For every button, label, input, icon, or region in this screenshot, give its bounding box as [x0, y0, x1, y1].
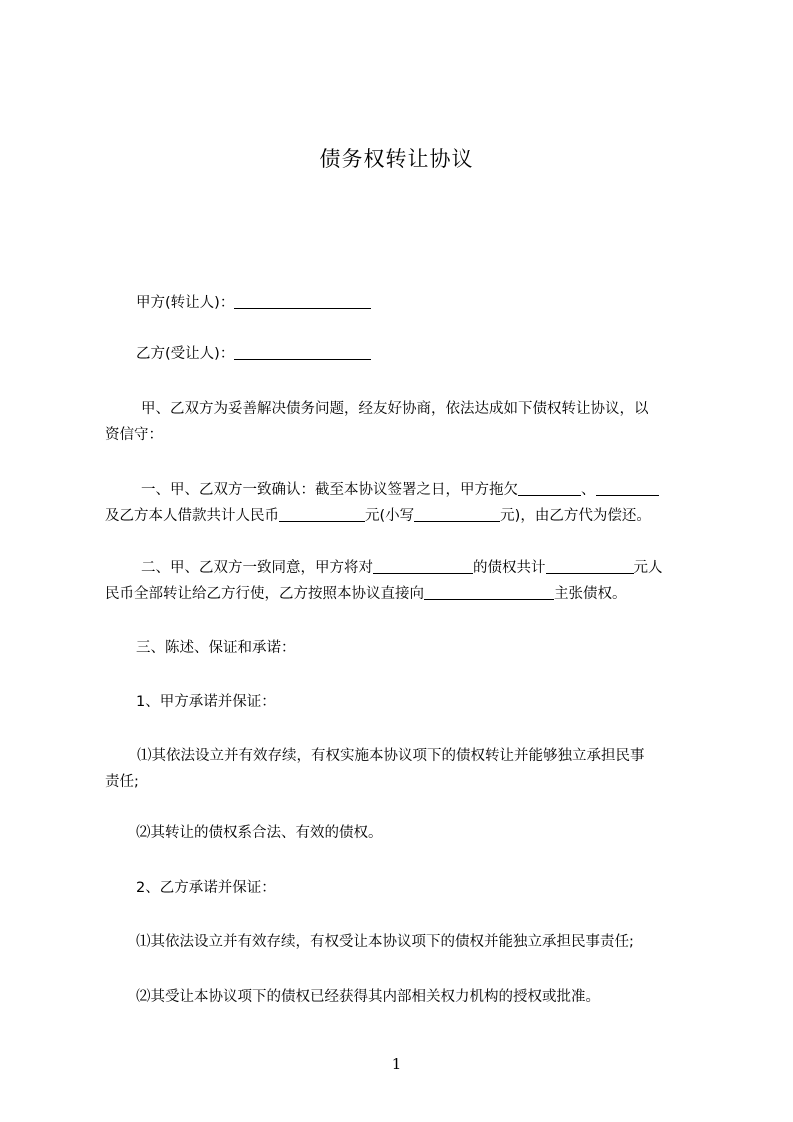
clause-3-1-2: ⑵其转让的债权系合法、有效的债权。 [136, 825, 383, 841]
blank-amount-upper [279, 506, 365, 522]
party-b-blank [234, 344, 371, 360]
clause-2 [105, 555, 703, 607]
party-a-line [136, 290, 734, 316]
intro-paragraph [105, 396, 703, 448]
page-number: 1 [391, 1055, 402, 1073]
clause-1 [105, 477, 703, 529]
clause-3-1-1-line-1: ⑴其依法设立并有效存续，有权实施本协议项下的债权转让并能够独立承担民事 [137, 748, 645, 764]
blank-debtor-2 [596, 480, 659, 496]
clause-3-2-2: ⑵其受让本协议项下的债权已经获得其内部相关权力机构的授权或批准。 [136, 989, 600, 1005]
clause-1-text-a: 一、甲、乙双方一致确认：截至本协议签署之日，甲方拖欠 [141, 482, 518, 498]
clause-3-heading: 三、陈述、保证和承诺： [136, 640, 296, 656]
clause-2-line-1 [105, 555, 703, 581]
clause-2-text-e: 主张债权。 [554, 586, 627, 602]
clause-3-2-1: ⑴其依法设立并有效存续，有权受让本协议项下的债权并能独立承担民事责任; [136, 934, 634, 950]
clause-3-1-heading: 1、甲方承诺并保证： [136, 694, 276, 710]
blank-claim-target [424, 584, 554, 600]
clause-3-2-heading: 2、乙方承诺并保证： [136, 880, 276, 896]
clause-2-text-c: 元人 [633, 560, 663, 576]
clause-1-text-d: 元(小写 [365, 508, 415, 524]
blank-debt-amount [546, 558, 634, 574]
clause-1-text-b: 、 [581, 482, 596, 498]
intro-line-1: 甲、乙双方为妥善解决债务问题，经友好协商，依法达成如下债权转让协议，以 [141, 401, 649, 417]
clause-1-text-c: 及乙方本人借款共计人民币 [105, 508, 279, 524]
clause-2-text-a: 二、甲、乙双方一致同意，甲方将对 [141, 560, 373, 576]
clause-1-text-e: 元)，由乙方代为偿还。 [500, 508, 651, 524]
blank-amount-lower [414, 506, 500, 522]
clause-3-1-1-line-2: 责任; [105, 774, 139, 790]
party-b-line [136, 341, 734, 367]
clause-1-line-1 [105, 477, 703, 503]
clause-3-1-1 [105, 743, 703, 795]
clause-2-text-d: 民币全部转让给乙方行使，乙方按照本协议直接向 [105, 586, 424, 602]
clause-2-text-b: 的债权共计 [473, 560, 546, 576]
party-a-label: 甲方(转让人)： [136, 295, 235, 311]
clause-2-line-2 [105, 581, 703, 607]
blank-debtor-name [373, 558, 473, 574]
blank-debtor-1 [518, 480, 581, 496]
intro-line-2: 资信守： [105, 427, 163, 443]
party-b-label: 乙方(受让人)： [136, 346, 235, 362]
party-a-blank [234, 293, 371, 309]
document-title: 债务权转让协议 [319, 147, 474, 171]
clause-1-line-2 [105, 503, 703, 529]
